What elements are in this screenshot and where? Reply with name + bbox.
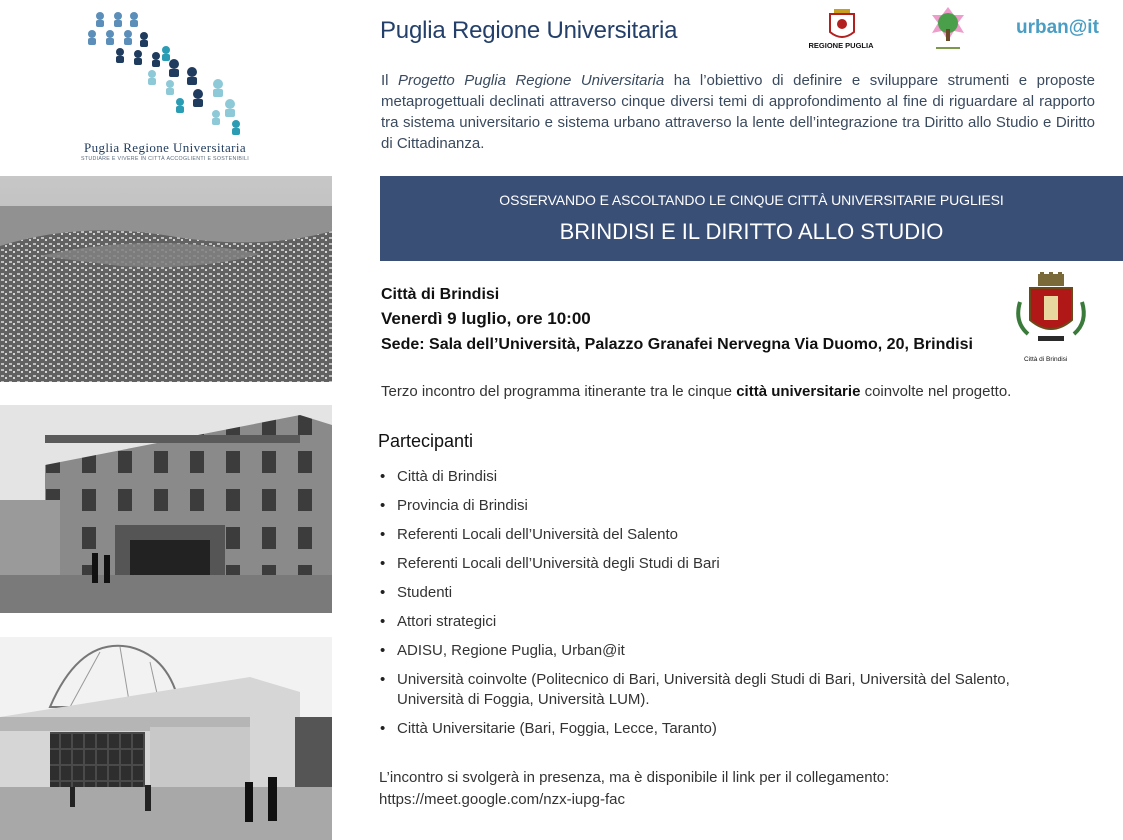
event-date: Venerdì 9 luglio, ore 10:00: [381, 309, 591, 328]
list-item: • Referenti Locali dell’Università del Salento: [380, 525, 1080, 545]
list-item: • Università coinvolte (Politecnico di Bari, Università degli Studi di Bari, Università del Salento, Università di Foggia, Università LUM).: [380, 670, 1080, 710]
university-building-photo: [0, 405, 332, 613]
event-banner: [380, 176, 1123, 261]
list-item: • Studenti: [380, 583, 1080, 603]
intro-prefix: Il: [381, 72, 399, 89]
meeting-link[interactable]: https://meet.google.com/nzx-iupg-fac: [379, 791, 625, 808]
third-before: Terzo incontro del programma itinerante tra le cinque: [381, 383, 737, 400]
list-item: • Provincia di Brindisi: [380, 496, 1080, 516]
list-item: • Città Universitarie (Bari, Foggia, Lecce, Taranto): [380, 719, 1080, 739]
coat-label: Città di Brindisi: [1024, 356, 1068, 363]
page-title: Puglia Regione Universitaria: [380, 17, 678, 44]
brindisi-coat-of-arms-icon: [1010, 272, 1092, 364]
tree-logo-icon: [928, 7, 968, 55]
third-meeting-text: [381, 383, 1011, 400]
logo-title: Puglia Regione Universitaria: [83, 140, 247, 155]
urban-at-it-logo: urban@it: [1016, 17, 1099, 38]
intro-text: ha l’obiettivo di definire e sviluppare strumenti e proposte metaprogettuali declinati attraverso cinque diversi temi di approfondimento al fine di riguardare al rapporto tra sistema universitario e sistema urbano attraverso la lente dell’integrazione tra Diritto allo Studio e Diritto di Cittadinanza.: [381, 72, 1095, 152]
banner-title: BRINDISI E IL DIRITTO ALLO STUDIO: [559, 219, 944, 244]
participants-list: [380, 467, 1080, 748]
list-item: • Referenti Locali dell’Università degli Studi di Bari: [380, 554, 1080, 574]
logo-subtitle: STUDIARE E VIVERE IN CITTÀ ACCOGLIENTI E SOSTENIBILI: [80, 156, 250, 162]
participants-heading: Partecipanti: [378, 431, 474, 451]
third-after: coinvolte nel progetto.: [860, 383, 1012, 400]
event-venue: Sede: Sala dell’Università, Palazzo Granafei Nervegna Via Duomo, 20, Brindisi: [381, 336, 973, 353]
modern-building-photo: [0, 637, 332, 840]
intro-paragraph: [381, 70, 1095, 154]
event-city: Città di Brindisi: [381, 286, 500, 303]
list-item: • ADISU, Regione Puglia, Urban@it: [380, 641, 1080, 661]
people-network-icon: [80, 6, 250, 136]
banner-subtitle: OSSERVANDO E ASCOLTANDO LE CINQUE CITTÀ UNIVERSITARIE PUGLIESI: [499, 192, 1004, 208]
list-item: • Città di Brindisi: [380, 467, 1080, 487]
list-item: • Attori strategici: [380, 612, 1080, 632]
project-name: Progetto Puglia Regione Universitaria: [398, 72, 665, 89]
third-bold: città universitarie: [736, 383, 861, 400]
aerial-city-photo: [0, 176, 332, 382]
project-logo: [70, 0, 260, 168]
footer-note: L’incontro si svolgerà in presenza, ma è disponibile il link per il collegamento:: [379, 769, 890, 786]
regione-puglia-label: REGIONE PUGLIA: [808, 41, 874, 50]
